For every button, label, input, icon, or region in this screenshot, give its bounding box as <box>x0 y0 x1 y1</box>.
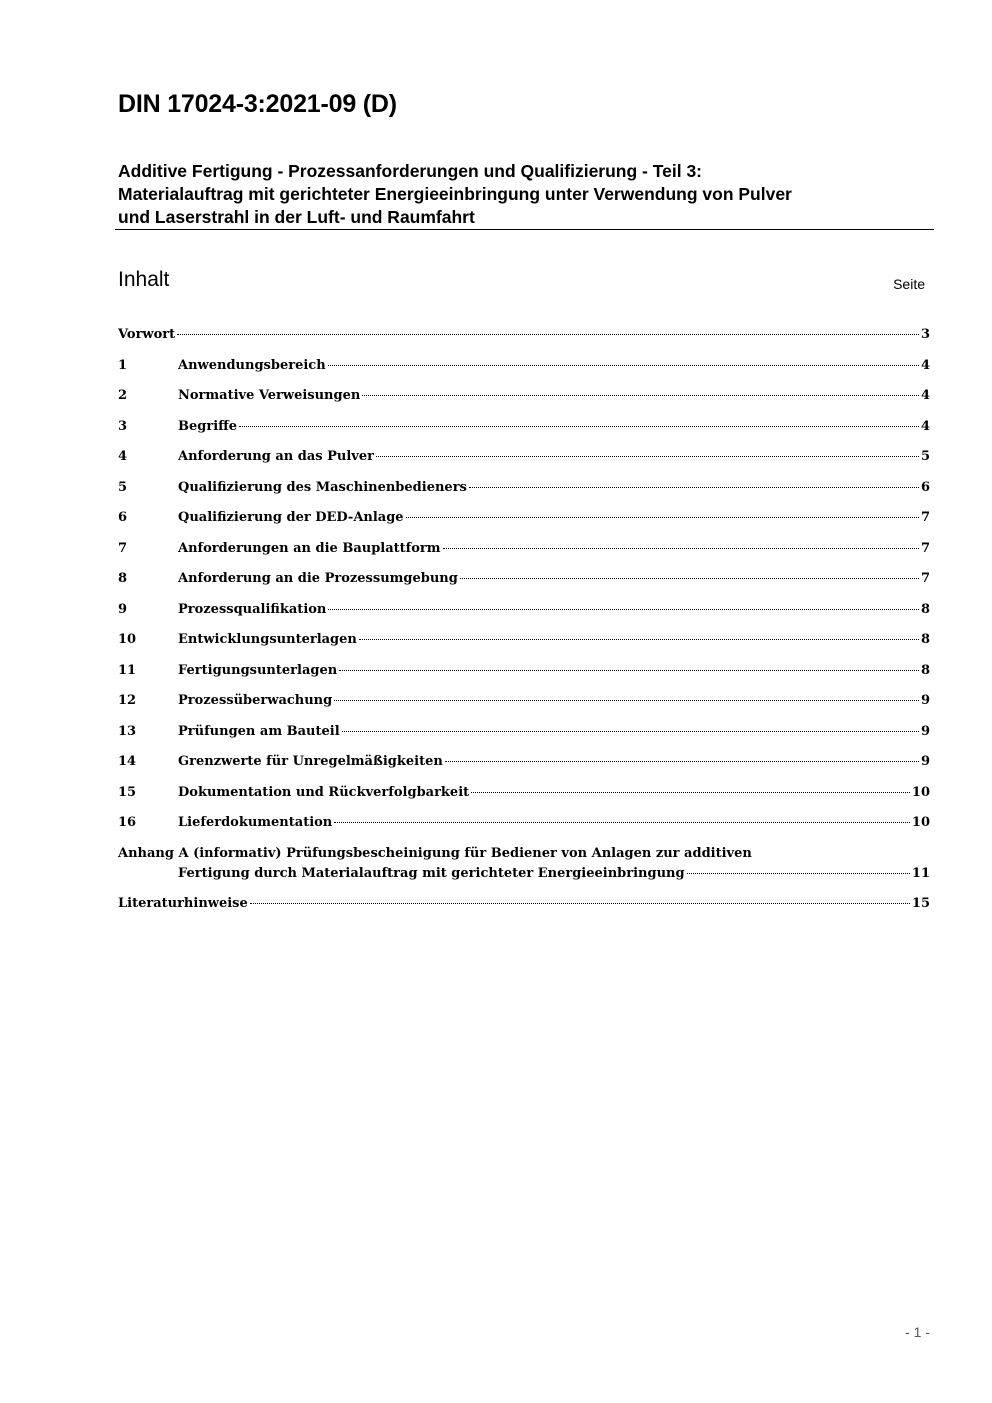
toc-leader <box>328 365 919 366</box>
toc-entry-page: 4 <box>920 388 930 403</box>
toc-entry-page: 9 <box>920 693 930 708</box>
toc-entry-number: 12 <box>118 693 137 708</box>
toc-entry-13[interactable] <box>118 722 930 753</box>
toc-entry-page: 10 <box>911 815 930 830</box>
toc-entry-7[interactable] <box>118 539 930 570</box>
toc-entry-10[interactable] <box>118 630 930 661</box>
toc-entry-annex-a[interactable] <box>118 844 930 884</box>
toc-entry-page: 7 <box>920 540 930 556</box>
toc-leader <box>239 426 919 427</box>
toc-entry-8[interactable] <box>118 569 930 600</box>
toc-entry-number: 9 <box>118 601 128 617</box>
toc-leader <box>445 761 919 762</box>
toc-entry-label: Anforderung an das Pulver <box>178 449 374 464</box>
toc-entry-label: Entwicklungsunterlagen <box>178 632 357 647</box>
toc-entry-11[interactable] <box>118 661 930 692</box>
toc-entry-label: Dokumentation und Rückverfolgbarkeit <box>178 784 470 800</box>
document-id: DIN 17024-3:2021-09 (D) <box>118 90 397 118</box>
toc-entry-label: Anforderungen an die Bauplattform <box>178 540 441 556</box>
toc-leader <box>334 700 919 701</box>
toc-entry-9[interactable] <box>118 600 930 631</box>
toc-entry-number: 1 <box>118 357 128 373</box>
toc-entry-label: Qualifizierung des Maschinenbedieners <box>178 479 467 495</box>
toc-entry-vorwort[interactable] <box>118 325 930 356</box>
toc-entry-4[interactable] <box>118 447 930 478</box>
toc-entry-page: 9 <box>920 754 930 769</box>
toc-leader <box>362 395 919 396</box>
toc-leader <box>687 873 910 874</box>
page-column-label: Seite <box>893 276 925 292</box>
toc-entry-3[interactable] <box>118 417 930 448</box>
toc-entry-literaturhinweise[interactable] <box>118 894 930 925</box>
toc-entry-label: Prozessqualifikation <box>178 601 327 617</box>
toc-entry-page: 8 <box>920 601 930 617</box>
toc-entry-number: 8 <box>118 571 128 586</box>
toc-entry-label: Prozessüberwachung <box>178 693 333 708</box>
toc-entry-page: 8 <box>920 632 930 647</box>
toc-entry-label: Qualifizierung der DED-Anlage <box>178 510 404 525</box>
toc-entry-1[interactable] <box>118 356 930 387</box>
toc-entry-label: Lieferdokumentation <box>178 815 333 830</box>
toc-entry-14[interactable] <box>118 752 930 783</box>
table-of-contents <box>118 325 930 924</box>
toc-entry-label: Grenzwerte für Unregelmäßigkeiten <box>178 754 443 769</box>
toc-entry-page: 7 <box>920 571 930 586</box>
toc-leader <box>469 487 919 488</box>
toc-leader <box>250 903 910 904</box>
toc-entry-6[interactable] <box>118 508 930 539</box>
toc-leader <box>471 792 910 793</box>
toc-entry-number: 3 <box>118 418 128 434</box>
toc-entry-number: 15 <box>118 784 137 800</box>
toc-entry-12[interactable] <box>118 691 930 722</box>
toc-leader <box>342 731 919 732</box>
toc-entry-label: Begriffe <box>178 418 238 434</box>
toc-entry-number: 6 <box>118 510 128 525</box>
title-divider <box>115 229 934 230</box>
toc-entry-label: Fertigungsunterlagen <box>178 662 338 678</box>
toc-annex-continuation <box>118 864 930 884</box>
toc-leader <box>328 609 919 610</box>
document-title-line: Materialauftrag mit gerichteter Energieeinbringung unter Verwendung von Pulver <box>118 184 792 204</box>
toc-leader <box>376 456 919 457</box>
toc-entry-number: 14 <box>118 754 137 769</box>
toc-entry-label: Prüfungen am Bauteil <box>178 723 340 739</box>
toc-entry-number: 7 <box>118 540 128 556</box>
toc-entry-label: Normative Verweisungen <box>178 388 361 403</box>
toc-entry-page: 3 <box>920 327 930 342</box>
toc-entry-15[interactable] <box>118 783 930 814</box>
toc-entry-label: Fertigung durch Materialauftrag mit gerichteter Energieeinbringung <box>178 865 685 881</box>
toc-entry-16[interactable] <box>118 813 930 844</box>
toc-entry-number: 13 <box>118 723 137 739</box>
toc-entry-page: 5 <box>920 449 930 464</box>
toc-entry-label: Anwendungsbereich <box>178 357 326 373</box>
toc-annex-title: Anhang A (informativ) Prüfungsbescheinigung für Bediener von Anlagen zur additiven <box>118 845 752 861</box>
toc-heading: Inhalt <box>118 268 170 291</box>
toc-entry-5[interactable] <box>118 478 930 509</box>
document-title-line: Additive Fertigung - Prozessanforderungen und Qualifizierung - Teil 3: <box>118 161 703 181</box>
toc-leader <box>443 548 919 549</box>
toc-entry-page: 4 <box>920 418 930 434</box>
toc-entry-page: 9 <box>920 723 930 739</box>
toc-entry-page: 8 <box>920 662 930 678</box>
toc-leader <box>406 517 919 518</box>
toc-entry-page: 7 <box>920 510 930 525</box>
toc-entry-number: 2 <box>118 388 128 403</box>
toc-entry-page: 15 <box>911 895 930 911</box>
toc-entry-2[interactable] <box>118 386 930 417</box>
toc-entry-label: Literaturhinweise <box>118 895 248 911</box>
page-number: - 1 - <box>905 1324 930 1340</box>
toc-leader <box>460 578 919 579</box>
toc-leader <box>359 639 919 640</box>
toc-leader <box>334 822 910 823</box>
toc-entry-number: 10 <box>118 632 137 647</box>
toc-entry-number: 16 <box>118 815 137 830</box>
document-title-line: und Laserstrahl in der Luft- und Raumfahrt <box>118 207 475 227</box>
document-title <box>118 160 933 229</box>
toc-leader <box>339 670 919 671</box>
toc-entry-number: 5 <box>118 479 128 495</box>
toc-entry-page: 10 <box>911 784 930 800</box>
toc-entry-page: 11 <box>911 865 930 881</box>
toc-entry-label: Vorwort <box>118 327 176 342</box>
toc-leader <box>177 334 919 335</box>
toc-entry-number: 11 <box>118 662 137 678</box>
toc-entry-label: Anforderung an die Prozessumgebung <box>178 571 458 586</box>
toc-entry-number: 4 <box>118 449 128 464</box>
toc-entry-page: 6 <box>920 479 930 495</box>
toc-entry-page: 4 <box>920 357 930 373</box>
